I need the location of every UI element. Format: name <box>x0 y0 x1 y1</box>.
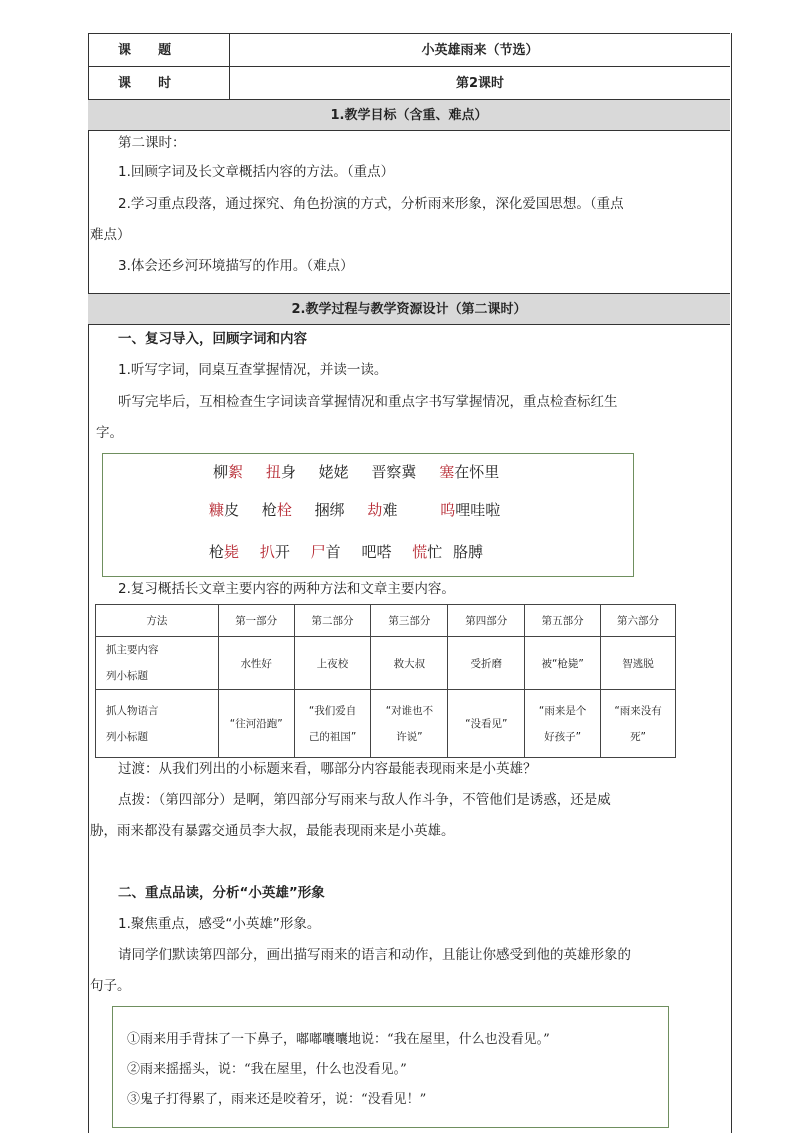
vocab-word: 吧嗒 <box>361 543 392 561</box>
s1-item2: 2.复习概括长文章主要内容的两种方法和文章主要内容。 <box>118 581 455 597</box>
sentence-box <box>112 1006 669 1128</box>
period-value: 第2课时 <box>455 76 505 91</box>
table-header-cell: 第一部分 <box>218 605 294 637</box>
vocab-word: 尸首 <box>310 543 341 561</box>
table-row <box>96 637 676 690</box>
vocab-word: 捆绑 <box>314 501 345 519</box>
table-cell: “我们爱自 己的祖国” <box>294 690 371 758</box>
hint-line2: 胁，雨来都没有暴露交通员李大叔，最能表现雨来是小英雄。 <box>90 823 455 839</box>
transition-text: 过渡：从我们列出的小标题来看，哪部分内容最能表现雨来是小英雄？ <box>118 761 537 777</box>
table-header-cell: 第三部分 <box>371 605 448 637</box>
goals-line-4: 3.体会还乡河环境描写的作用。（难点） <box>118 258 354 274</box>
s1-item1: 1.听写字词，同桌互查掌握情况，并读一读。 <box>118 362 388 378</box>
vocab-word: 扒开 <box>259 543 290 561</box>
sentence-1: ①雨来用手背抹了一下鼻子，嘟嘟囔囔地说：“我在屋里，什么也没看见。” <box>127 1032 550 1047</box>
sentence-2: ②雨来摇摇头，说：“我在屋里，什么也没看见。” <box>127 1062 407 1077</box>
s1-para-line1: 听写完毕后，互相检查生字词读音掌握情况和重点字书写掌握情况，重点检查标红生 <box>118 394 618 410</box>
s2-para-line1: 请同学们默读第四部分，画出描写雨来的语言和动作，且能让你感受到他的英雄形象的 <box>118 947 631 963</box>
vocab-word: 枪毙 <box>209 543 240 561</box>
goals-line-2: 2.学习重点段落，通过探究、角色扮演的方式，分析雨来形象，深化爱国思想。（重点 <box>118 196 624 212</box>
process-title: 2.教学过程与教学资源设计（第二课时） <box>88 293 730 325</box>
section1-heading: 一、复习导入，回顾字词和内容 <box>118 331 307 347</box>
vocab-word: 糠皮 <box>209 501 240 519</box>
table-cell: “对谁也不 许说” <box>371 690 448 758</box>
table-header-cell: 方法 <box>96 605 219 637</box>
vocab-word: 慌忙 <box>412 543 443 561</box>
table-cell: 抓人物语言 列小标题 <box>96 690 219 758</box>
table-cell: “往河沿跑” <box>218 690 294 758</box>
table-cell: 被“枪毙” <box>525 637 601 690</box>
s1-para-line2: 字。 <box>96 425 123 441</box>
table-cell: “雨来是个 好孩子” <box>525 690 601 758</box>
table-cell: 受折磨 <box>448 637 525 690</box>
topic-value: 小英雄雨来（节选） <box>421 43 539 58</box>
table-header-cell: 第四部分 <box>448 605 525 637</box>
table-cell: 救大叔 <box>371 637 448 690</box>
s2-para-line2: 句子。 <box>90 978 131 994</box>
vocab-word: 塞在怀里 <box>439 463 500 481</box>
table-cell: 上夜校 <box>294 637 371 690</box>
vocab-row-3 <box>209 541 483 562</box>
topic-label: 课 题 <box>88 34 230 66</box>
table-header-cell: 第六部分 <box>601 605 676 637</box>
vocab-word: 胳膊 <box>453 543 484 561</box>
goals-title: 1.教学目标（含重、难点） <box>88 99 730 130</box>
vocab-word: 呜哩哇啦 <box>440 501 501 519</box>
vocab-row-1 <box>213 461 499 482</box>
table-header-cell: 第五部分 <box>525 605 601 637</box>
topic-row <box>88 33 730 66</box>
vocab-word: 晋察冀 <box>371 463 417 481</box>
vocab-word: 姥姥 <box>318 463 349 481</box>
vocab-word: 柳絮 <box>213 463 244 481</box>
table-cell: 抓主要内容 列小标题 <box>96 637 219 690</box>
table-header-cell: 第二部分 <box>294 605 371 637</box>
table-cell: “没看见” <box>448 690 525 758</box>
vocab-word: 扭身 <box>265 463 296 481</box>
goals-line-3: 难点） <box>90 227 131 243</box>
table-header-row <box>96 605 676 637</box>
period-label: 课 时 <box>88 67 230 99</box>
table-row <box>96 690 676 758</box>
hint-line1: 点拨：（第四部分）是啊，第四部分写雨来与敌人作斗争，不管他们是诱惑，还是威 <box>118 792 611 808</box>
goals-line-0: 第二课时： <box>118 135 186 151</box>
vocab-row-2 <box>209 499 500 520</box>
vocab-word: 劫难 <box>367 501 398 519</box>
goals-line-1: 1.回顾字词及长文章概括内容的方法。（重点） <box>118 164 395 180</box>
vocabulary-box <box>102 453 634 577</box>
table-cell: 智逃脱 <box>601 637 676 690</box>
vocab-word: 枪栓 <box>261 501 292 519</box>
section2-heading: 二、重点品读，分析“小英雄”形象 <box>118 885 325 901</box>
period-row <box>88 66 730 99</box>
summary-table <box>95 604 676 758</box>
sentence-3: ③鬼子打得累了，雨来还是咬着牙，说：“没看见！” <box>127 1092 427 1107</box>
table-cell: 水性好 <box>218 637 294 690</box>
table-cell: “雨来没有 死” <box>601 690 676 758</box>
s2-item1: 1.聚焦重点，感受“小英雄”形象。 <box>118 916 321 932</box>
